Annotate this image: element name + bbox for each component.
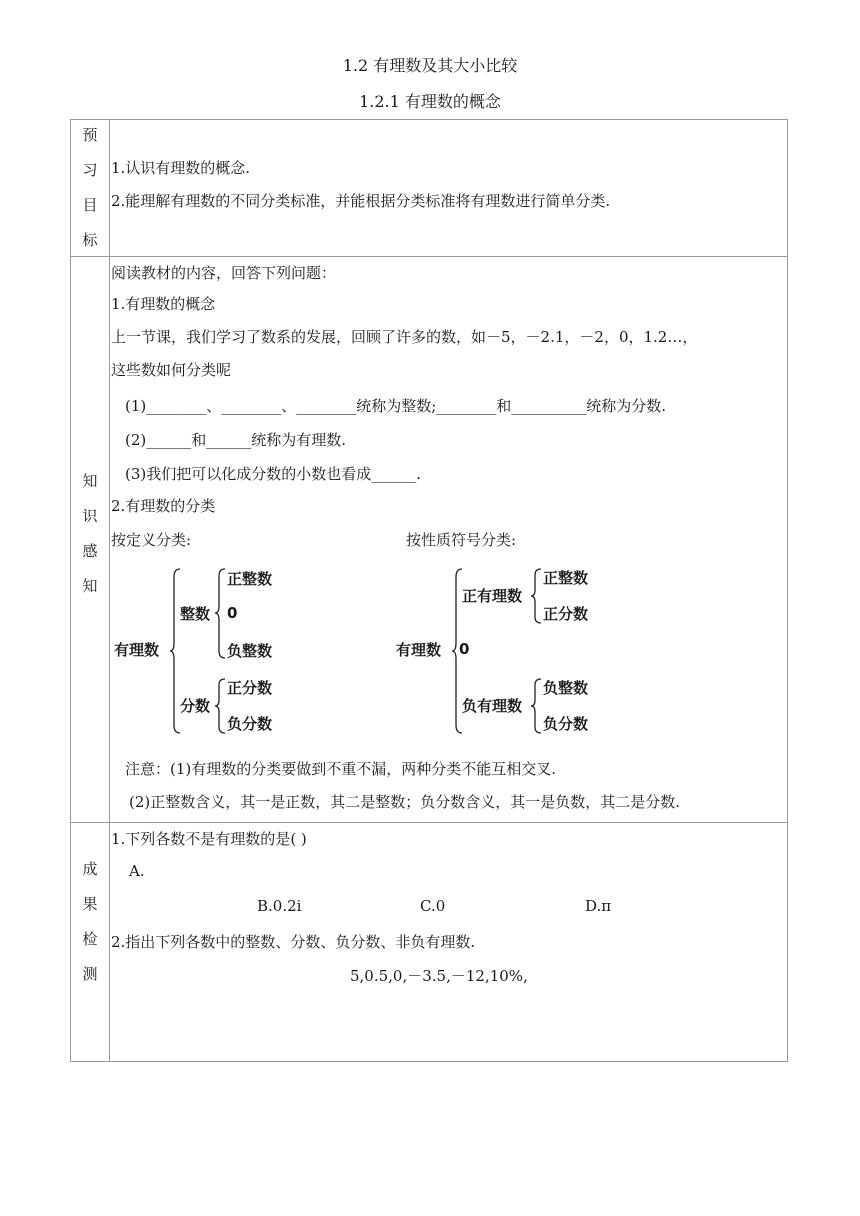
option-d: D.π: [585, 897, 612, 915]
tree-leaf: 正整数: [227, 570, 273, 588]
heading-classification: 2.有理数的分类: [111, 497, 216, 515]
tree-root: 有理数: [114, 641, 160, 659]
heading-concept: 1.有理数的概念: [111, 295, 216, 313]
row-divider: [71, 256, 787, 257]
tree-node: 正有理数: [462, 587, 523, 605]
tree-leaf: 正整数: [543, 569, 589, 587]
tree-node: 0: [459, 640, 470, 658]
option-a: A.: [129, 862, 145, 880]
goal-1: 1.认识有理数的概念.: [111, 159, 251, 177]
number-list: 5,0.5,0,－3.5,－12,10%,: [350, 967, 528, 985]
row-label-preview-goals: 预 习 目 标: [82, 126, 98, 249]
tree-root: 有理数: [396, 641, 442, 659]
test-question-2: 2.指出下列各数中的整数、分数、负分数、非负有理数.: [111, 933, 476, 951]
worksheet-table: [70, 119, 788, 1062]
question-fill-2: (2)______和______统称为有理数.: [125, 431, 347, 449]
brace-icon: [531, 568, 543, 624]
tree-leaf: 0: [227, 604, 238, 622]
tree-node: 分数: [180, 697, 211, 715]
brace-icon: [215, 678, 227, 734]
tree-leaf: 负整数: [227, 642, 273, 660]
tree-leaf: 正分数: [227, 679, 273, 697]
label-by-definition: 按定义分类:: [111, 531, 192, 549]
question-fill-1: (1)________、________、________统称为整数;________和__________统称为分数.: [125, 397, 667, 415]
note-2: (2)正整数含义，其一是正数，其二是整数；负分数含义，其一是负数，其二是分数.: [129, 793, 681, 811]
note-1: 注意：(1)有理数的分类要做到不重不漏，两种分类不能互相交叉.: [125, 760, 557, 778]
test-question-1: 1.下列各数不是有理数的是( ): [111, 830, 307, 848]
brace-icon: [215, 568, 227, 660]
label-by-sign: 按性质符号分类:: [406, 531, 517, 549]
tree-leaf: 正分数: [543, 605, 589, 623]
row-label-knowledge: 知 识 感 知: [82, 472, 98, 595]
row-divider: [71, 822, 787, 823]
goal-2: 2.能理解有理数的不同分类标准，并能根据分类标准将有理数进行简单分类.: [111, 192, 611, 210]
page-title: 1.2 有理数及其大小比较: [342, 56, 518, 75]
tree-node: 负有理数: [462, 697, 523, 715]
brace-icon: [531, 678, 543, 734]
tree-leaf: 负分数: [543, 715, 589, 733]
option-c: C.0: [420, 897, 446, 915]
row-label-assessment: 成 果 检 测: [82, 860, 98, 983]
paragraph-line-1: 上一节课，我们学习了数系的发展，回顾了许多的数，如－5，－2.1，－2，0，1.2…，: [111, 328, 698, 346]
tree-leaf: 负整数: [543, 679, 589, 697]
section-subtitle: 1.2.1 有理数的概念: [359, 92, 501, 111]
tree-node: 整数: [180, 605, 211, 623]
knowledge-intro: 阅读教材的内容，回答下列问题：: [111, 264, 337, 282]
question-fill-3: (3)我们把可以化成分数的小数也看成______.: [125, 465, 422, 483]
paragraph-line-2: 这些数如何分类呢: [111, 361, 232, 379]
option-b: B.0.2i: [257, 897, 302, 915]
column-divider: [109, 120, 110, 1061]
tree-leaf: 负分数: [227, 715, 273, 733]
